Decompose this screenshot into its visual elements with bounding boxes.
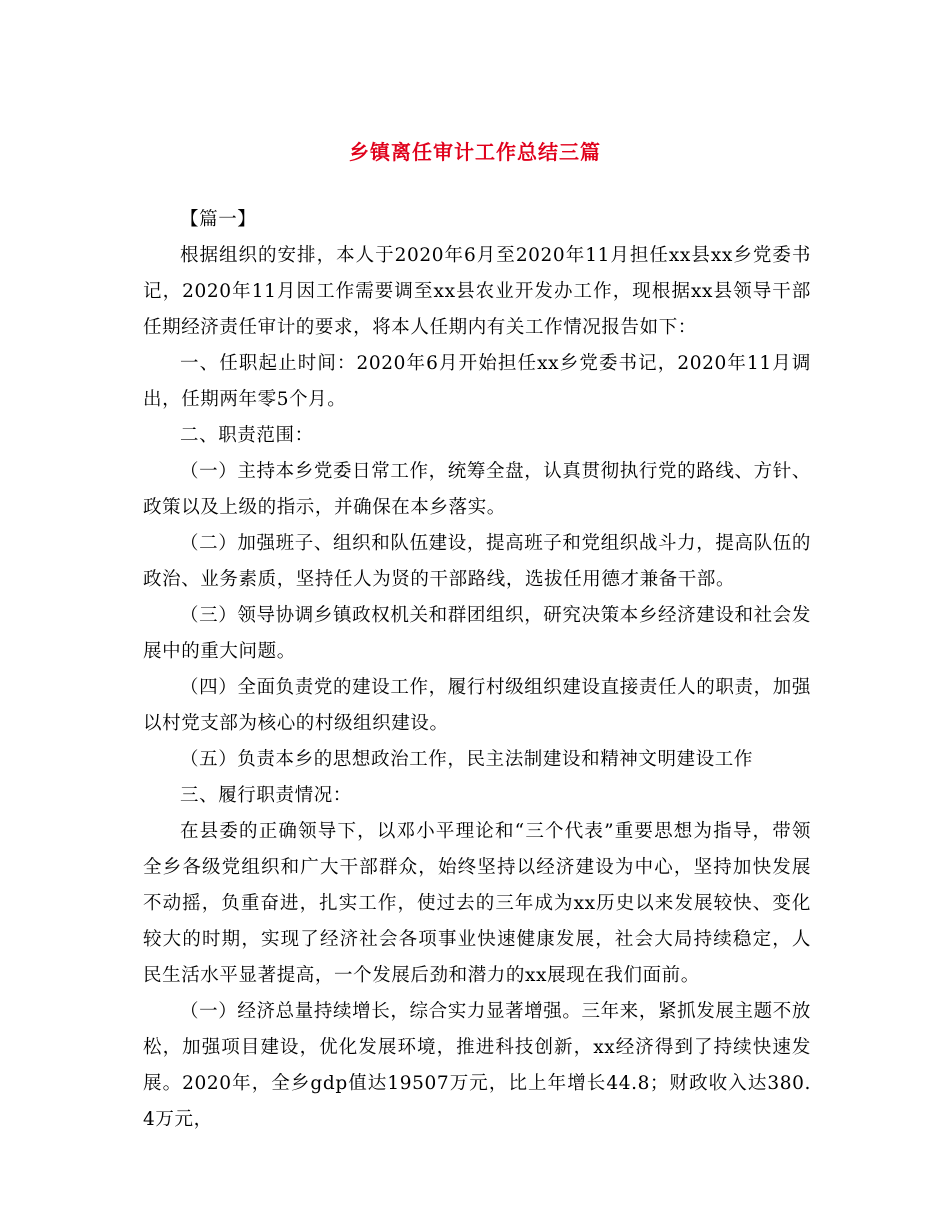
paragraph: 一、任职起止时间：2020年6月开始担任xx乡党委书记，2020年11月调出，任期两年零5个月。 [143,353,811,410]
paragraph: 三、履行职责情况： [180,785,352,806]
document-title: 乡镇离任审计工作总结三篇 [349,140,601,164]
paragraph: 二、职责范围： [180,425,314,446]
paragraph: （二）加强班子、组织和队伍建设，提高班子和党组织战斗力，提高队伍的政治、业务素质，坚持任人为贤的干部路线，选拔任用德才兼备干部。 [143,533,811,590]
paragraph: （四）全面负责党的建设工作，履行村级组织建设直接责任人的职责，加强以村党支部为核心的村级组织建设。 [143,677,811,734]
paragraph: （一）经济总量持续增长，综合实力显著增强。三年来，紧抓发展主题不放松，加强项目建设，优化发展环境，推进科技创新，xx经济得到了持续快速发展。2020年，全乡gdp值达19507万元，比上年增长44.8；财政收入达380.4万元， [143,1001,811,1130]
paragraph: 在县委的正确领导下，以邓小平理论和“三个代表”重要思想为指导，带领全乡各级党组织和广大干部群众，始终坚持以经济建设为中心，坚持加快发展不动摇，负重奋进，扎实工作，使过去的三年成为xx历史以来发展较快、变化较大的时期，实现了经济社会各项事业快速健康发展，社会大局持续稳定，人民生活水平显著提高，一个发展后劲和潜力的xx展现在我们面前。 [143,821,811,986]
paragraph: （三）领导协调乡镇政权机关和群团组织，研究决策本乡经济建设和社会发展中的重大问题。 [143,605,811,662]
paragraph: 根据组织的安排，本人于2020年6月至2020年11月担任xx县xx乡党委书记，2020年11月因工作需要调至xx县农业开发办工作，现根据xx县领导干部任期经济责任审计的要求，将本人任期内有关工作情况报告如下： [143,245,811,338]
paragraph: （一）主持本乡党委日常工作，统筹全盘，认真贯彻执行党的路线、方针、政策以及上级的指示，并确保在本乡落实。 [143,461,811,518]
section-heading: 【篇一】 [180,209,257,230]
paragraph: （五）负责本乡的思想政治工作，民主法制建设和精神文明建设工作 [180,749,754,770]
document-body [143,202,811,1138]
